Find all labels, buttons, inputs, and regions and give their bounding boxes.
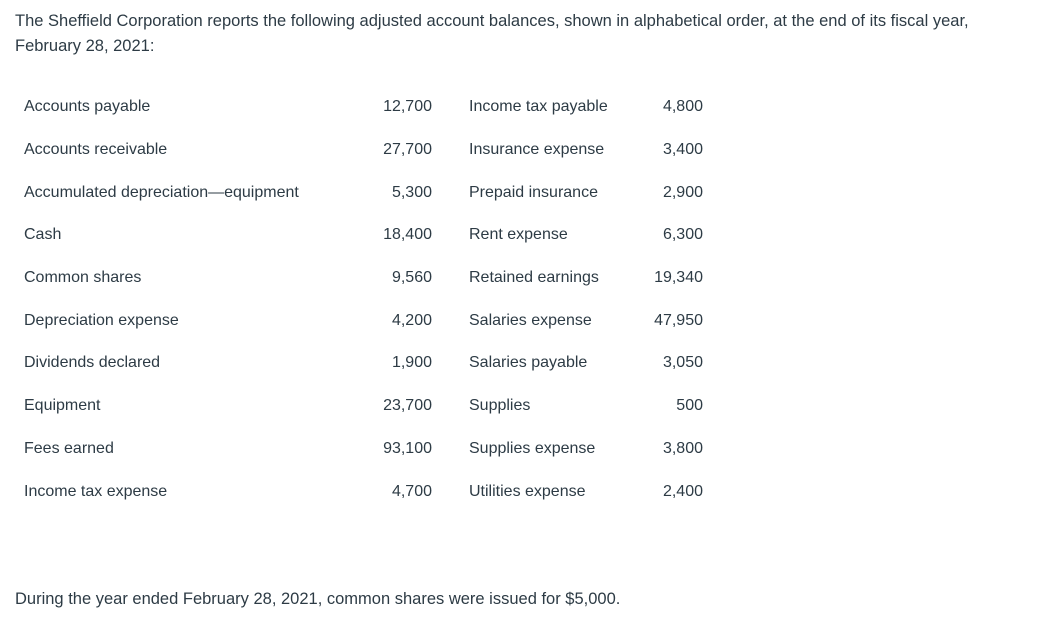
table-row: [14, 129, 703, 172]
account-amount: 3,800: [662, 439, 703, 457]
account-amount: 6,300: [662, 226, 703, 244]
column-gap: [432, 257, 469, 300]
account-amount: 1,900: [391, 354, 432, 372]
account-amount: 2,400: [662, 482, 703, 500]
column-gap: [432, 342, 469, 385]
column-gap: [432, 470, 469, 513]
account-amount: 23,700: [383, 397, 432, 415]
intro-paragraph: The Sheffield Corporation reports the following adjusted account balances, shown in alphabetical order, at the end of its fiscal year, February 28, 2021:: [15, 12, 969, 55]
account-amount: 3,400: [662, 141, 703, 159]
account-amount: 12,700: [383, 98, 432, 116]
table-row: [14, 428, 703, 471]
account-name: Rent expense: [469, 226, 568, 244]
account-amount: 4,700: [391, 482, 432, 500]
account-name: Equipment: [24, 397, 101, 415]
account-amount: 4,200: [391, 311, 432, 329]
account-balances-table: [14, 86, 703, 513]
account-name: Income tax expense: [24, 482, 168, 500]
table-row: [14, 470, 703, 513]
table-row: [14, 342, 703, 385]
column-gap: [432, 214, 469, 257]
account-amount: 3,050: [662, 354, 703, 372]
table-row: [14, 171, 703, 214]
column-gap: [432, 86, 469, 129]
account-name: Dividends declared: [24, 354, 161, 372]
column-gap: [432, 385, 469, 428]
account-name: Utilities expense: [469, 482, 586, 500]
account-name: Common shares: [24, 269, 142, 287]
table-row: [14, 214, 703, 257]
account-name: Cash: [24, 226, 62, 244]
table-row: [14, 86, 703, 129]
account-name: Salaries expense: [469, 311, 592, 329]
account-name: Accounts receivable: [24, 141, 168, 159]
account-amount: 27,700: [383, 141, 432, 159]
account-name: Supplies expense: [469, 439, 596, 457]
account-amount: 5,300: [391, 183, 432, 201]
table-row: [14, 385, 703, 428]
account-amount: 18,400: [383, 226, 432, 244]
account-name: Depreciation expense: [24, 311, 179, 329]
account-amount: 19,340: [654, 269, 703, 287]
table-row: [14, 257, 703, 300]
account-name: Prepaid insurance: [469, 183, 598, 201]
account-name: Accounts payable: [24, 98, 151, 116]
account-name: Insurance expense: [469, 141, 605, 159]
account-name: Salaries payable: [469, 354, 588, 372]
column-gap: [432, 299, 469, 342]
column-gap: [432, 171, 469, 214]
table-row: [14, 299, 703, 342]
account-amount: 47,950: [654, 311, 703, 329]
account-name: Retained earnings: [469, 269, 599, 287]
column-gap: [432, 129, 469, 172]
account-amount: 93,100: [383, 439, 432, 457]
column-gap: [432, 428, 469, 471]
account-amount: 9,560: [391, 269, 432, 287]
account-amount: 2,900: [662, 183, 703, 201]
account-amount: 4,800: [662, 98, 703, 116]
account-name: Fees earned: [24, 439, 114, 457]
account-name: Income tax payable: [469, 98, 608, 116]
account-amount: 500: [676, 397, 703, 415]
closing-paragraph: During the year ended February 28, 2021, common shares were issued for $5,000.: [15, 590, 621, 608]
account-name: Accumulated depreciation—equipment: [24, 183, 299, 201]
account-name: Supplies: [469, 397, 531, 415]
